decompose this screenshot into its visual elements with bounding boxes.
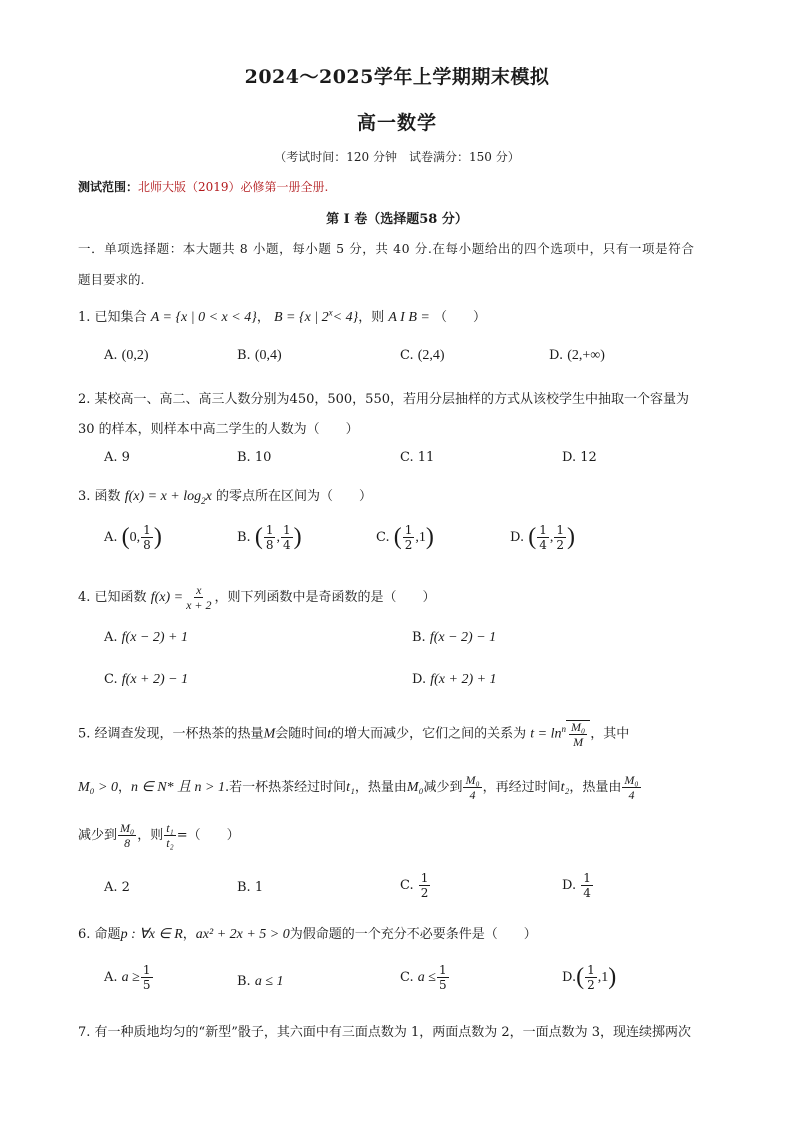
q1-option-d — [549, 348, 605, 364]
option-value: a ≤ 1 — [254, 974, 284, 989]
question-text: 会随时间 — [275, 726, 328, 742]
question-text: 某校高一、高二、高三人数分别为450，500，550，若用分层抽样的方式从该校学生中抽取一个容量为 — [94, 392, 689, 407]
q4-option-d — [412, 672, 497, 688]
var-m: M — [263, 726, 276, 742]
question-2 — [78, 388, 689, 407]
var-t2: t₂ — [560, 780, 570, 795]
question-text: ，则 — [358, 310, 385, 325]
q3-option-a: A. (0, $\frac{1}{8}$ ) — [104, 523, 162, 552]
option-label: A. — [104, 530, 118, 545]
option-value: 1 — [254, 880, 264, 895]
q6-option-b — [237, 974, 284, 990]
function-end: x — [205, 489, 212, 504]
question-text: 的增大而减少，它们之间的关系为 — [331, 726, 527, 742]
question-4 — [78, 584, 436, 611]
question-text: 有一种质地均匀的“新型”骰子，其六面中有三面点数为 1，两面点数为 2，一面点数为 3，现连续掷两次 — [94, 1025, 692, 1040]
denominator: M — [573, 735, 584, 749]
fraction — [622, 774, 640, 801]
denominator: 4 — [583, 886, 591, 900]
numerator: 1 — [143, 523, 151, 537]
fraction — [184, 584, 213, 611]
option-label: D. — [412, 672, 427, 687]
question-text: 已知函数 — [94, 590, 147, 605]
option-prefix: a ≥ — [121, 970, 140, 985]
section-instructions-line2: 题目要求的. — [78, 272, 145, 287]
var-m0: M₀ — [406, 780, 424, 795]
fraction — [403, 524, 415, 551]
fraction — [554, 524, 566, 551]
root-radicand — [566, 720, 590, 748]
interval-right: ,1 — [597, 970, 609, 985]
denominator: 8 — [265, 538, 274, 552]
proposition: p : ∀x ∈ R — [120, 927, 183, 942]
denominator: 2 — [404, 538, 413, 552]
question-text: 命题 — [94, 927, 121, 942]
condition-2: n ∈ N* 且 n > 1 — [131, 780, 225, 795]
answer-blank: =（ ） — [176, 828, 240, 843]
option-label: D. — [562, 450, 577, 465]
fraction — [463, 774, 481, 801]
option-value: f(x − 2) + 1 — [121, 630, 188, 645]
denominator: 2 — [556, 538, 565, 552]
denominator: 5 — [438, 978, 447, 992]
exam-subject: 高一数学 — [356, 112, 437, 134]
question-number: 1. — [78, 310, 91, 325]
question-5 — [78, 720, 629, 748]
exam-info: （考试时间：120 分钟 试卷满分：150 分） — [274, 150, 520, 164]
option-label: A. — [104, 348, 118, 363]
denominator: 8 — [143, 538, 151, 552]
function-body: f(x) = x + log — [124, 489, 202, 504]
option-prefix: a ≤ — [417, 970, 436, 985]
fraction — [141, 524, 153, 551]
option-value: (0,4) — [254, 348, 282, 363]
numerator: 1 — [282, 523, 291, 537]
inequality: ax² + 2x + 5 > 0 — [195, 927, 290, 942]
numerator: 1 — [420, 871, 429, 885]
set-b — [273, 307, 359, 325]
numerator: x — [196, 583, 202, 597]
option-label: B. — [237, 880, 251, 895]
option-value: (2,+∞) — [567, 348, 605, 363]
fraction — [437, 964, 449, 991]
question-text: 函数 — [94, 489, 121, 504]
numerator: 1 — [539, 523, 547, 537]
question-number: 4. — [78, 590, 91, 605]
q6-option-d: D.( $\frac{1}{2}$ ,1) — [562, 963, 617, 992]
option-label: D. — [562, 970, 577, 985]
denominator: 5 — [142, 978, 151, 992]
option-label: C. — [400, 348, 414, 363]
separator: ， — [256, 310, 270, 325]
option-value: 2 — [121, 880, 130, 895]
option-value: f(x + 2) − 1 — [121, 672, 189, 687]
fraction — [419, 872, 431, 899]
question-text: 减少到 — [78, 828, 118, 843]
log-base: 2 — [201, 495, 206, 506]
fraction — [581, 872, 593, 899]
option-label: C. — [400, 970, 414, 985]
question-text: ，热量由 — [569, 780, 622, 795]
question-text: ，再经过时间 — [482, 780, 561, 795]
answer-blank: （ ） — [433, 310, 486, 325]
test-scope-value: 北师大版（2019）必修第一册全册. — [138, 180, 329, 194]
exam-title: 2024～2025学年上学期期末模拟 — [244, 66, 550, 88]
option-label: B. — [412, 630, 426, 645]
fraction — [264, 524, 276, 551]
question-2-line2: 30 的样本，则样本中高二学生的人数为（ ） — [78, 422, 359, 437]
q6-option-c — [400, 964, 450, 991]
numerator: M₀ — [624, 773, 639, 787]
separator: ， — [182, 927, 196, 942]
q5-option-d — [562, 872, 594, 899]
option-label: A. — [104, 880, 118, 895]
fraction — [141, 964, 153, 991]
numerator: t₁ — [166, 821, 174, 835]
option-label: B. — [237, 974, 251, 989]
q2-option-a — [104, 450, 130, 465]
numerator: 1 — [438, 963, 447, 977]
option-label: D. — [549, 348, 564, 363]
set-b-end: < 4} — [332, 310, 359, 325]
question-text: 的零点所在区间为（ ） — [216, 489, 373, 504]
option-label: C. — [104, 672, 118, 687]
denominator: 8 — [124, 836, 131, 850]
question-1 — [78, 306, 486, 326]
test-scope — [78, 178, 328, 195]
numerator: M₀ — [571, 720, 586, 734]
numerator: M₀ — [120, 821, 135, 835]
option-label: C. — [400, 878, 414, 893]
numerator: 1 — [587, 963, 595, 977]
denominator: 2 — [587, 978, 595, 992]
q4-option-a — [104, 630, 188, 646]
question-5-line3 — [78, 822, 240, 849]
root-index: n — [561, 724, 567, 735]
q5-option-c — [400, 872, 431, 899]
option-value: (2,4) — [417, 348, 445, 363]
option-label: A. — [104, 630, 118, 645]
numerator: 1 — [404, 523, 413, 537]
fraction — [585, 964, 597, 991]
q2-option-d — [562, 450, 597, 465]
q1-option-a — [104, 348, 149, 364]
set-b-exponent: x — [328, 307, 333, 318]
question-number: 6. — [78, 927, 91, 942]
option-value: 11 — [417, 450, 435, 465]
question-5-line2 — [78, 774, 642, 801]
q3-option-d: D. ( $\frac{1}{4}$ , $\frac{1}{2}$ ) — [510, 523, 576, 552]
q4-option-b — [412, 630, 496, 646]
interval-left: 0, — [129, 530, 141, 545]
option-label: B. — [237, 348, 251, 363]
fraction — [118, 822, 136, 849]
denominator: x + 2 — [186, 598, 212, 612]
part-heading: 第 I 卷（选择题58 分） — [326, 212, 468, 227]
denominator: 4 — [469, 788, 476, 802]
numerator: 1 — [583, 871, 591, 885]
option-label: D. — [510, 530, 525, 545]
option-value: f(x − 2) − 1 — [429, 630, 497, 645]
separator: ， — [117, 780, 131, 795]
option-value: (0,2) — [121, 348, 149, 363]
question-number: 7. — [78, 1025, 91, 1040]
option-label: A. — [104, 970, 118, 985]
denominator: 4 — [282, 538, 291, 552]
question-text: 为假命题的一个充分不必要条件是（ ） — [289, 927, 537, 942]
question-number: 5. — [78, 726, 91, 742]
option-value: 12 — [580, 450, 597, 465]
q3-option-c: C. ( $\frac{1}{2}$ ,1) — [376, 523, 434, 552]
option-label: B. — [237, 450, 251, 465]
denominator: t₂ — [166, 836, 174, 850]
question-text: ，其中 — [590, 726, 630, 742]
numerator: 1 — [142, 963, 151, 977]
condition-1: M₀ > 0 — [78, 780, 118, 795]
option-label: C. — [376, 530, 390, 545]
question-3 — [78, 485, 372, 506]
denominator: 4 — [628, 788, 635, 802]
set-b-base: B = {x | 2 — [273, 310, 329, 325]
intersection-expr: A I B = — [388, 310, 430, 325]
denominator: 2 — [420, 886, 429, 900]
numerator: 1 — [556, 523, 565, 537]
q2-option-c — [400, 450, 434, 465]
option-label: A. — [104, 450, 118, 465]
set-a: A = {x | 0 < x < 4} — [150, 310, 257, 325]
interval-right: ,1 — [415, 530, 426, 545]
option-label: C. — [400, 450, 414, 465]
denominator: 4 — [539, 538, 547, 552]
question-number: 2. — [78, 392, 91, 407]
question-text: 经调查发现，一杯热茶的热量 — [94, 726, 264, 742]
option-value: f(x + 2) + 1 — [430, 672, 497, 687]
formula-lhs: t = ln — [530, 726, 562, 742]
option-value: 9 — [121, 450, 130, 465]
q3-option-b: B. ( $\frac{1}{8}$ , $\frac{1}{4}$ ) — [237, 523, 302, 552]
function-lhs: f(x) = — [150, 590, 184, 605]
q1-option-b — [237, 348, 282, 364]
q1-option-c — [400, 348, 445, 364]
q2-option-b — [237, 450, 271, 465]
question-text: 减少到 — [423, 780, 463, 795]
q5-option-a — [104, 880, 130, 895]
function-expr — [125, 489, 212, 504]
question-6 — [78, 923, 537, 943]
option-label: B. — [237, 530, 251, 545]
q4-option-c — [104, 672, 188, 688]
question-text: .若一杯热茶经过时间 — [224, 780, 347, 795]
fraction — [537, 524, 549, 551]
q5-option-b — [237, 880, 263, 895]
test-scope-label: 测试范围： — [78, 180, 139, 194]
option-label: D. — [562, 878, 577, 893]
fraction — [569, 721, 587, 748]
numerator: 1 — [265, 523, 274, 537]
numerator: M₀ — [465, 773, 480, 787]
question-text: ，则 — [137, 828, 164, 843]
fraction — [164, 822, 176, 849]
question-text: ，热量由 — [354, 780, 407, 795]
question-text: ，则下列函数中是奇函数的是（ ） — [214, 590, 436, 605]
section-instructions-line1: 一．单项选择题：本大题共 8 小题，每小题 5 分，共 40 分.在每小题给出的四个选项中，只有一项是符合 — [78, 241, 695, 256]
fraction — [281, 524, 293, 551]
question-number: 3. — [78, 489, 91, 504]
question-text: 已知集合 — [94, 310, 147, 325]
q6-option-a — [104, 964, 154, 991]
var-t1: t₁ — [346, 780, 355, 795]
option-value: 10 — [254, 450, 272, 465]
question-7 — [78, 1021, 691, 1040]
var-t: t — [327, 726, 332, 742]
